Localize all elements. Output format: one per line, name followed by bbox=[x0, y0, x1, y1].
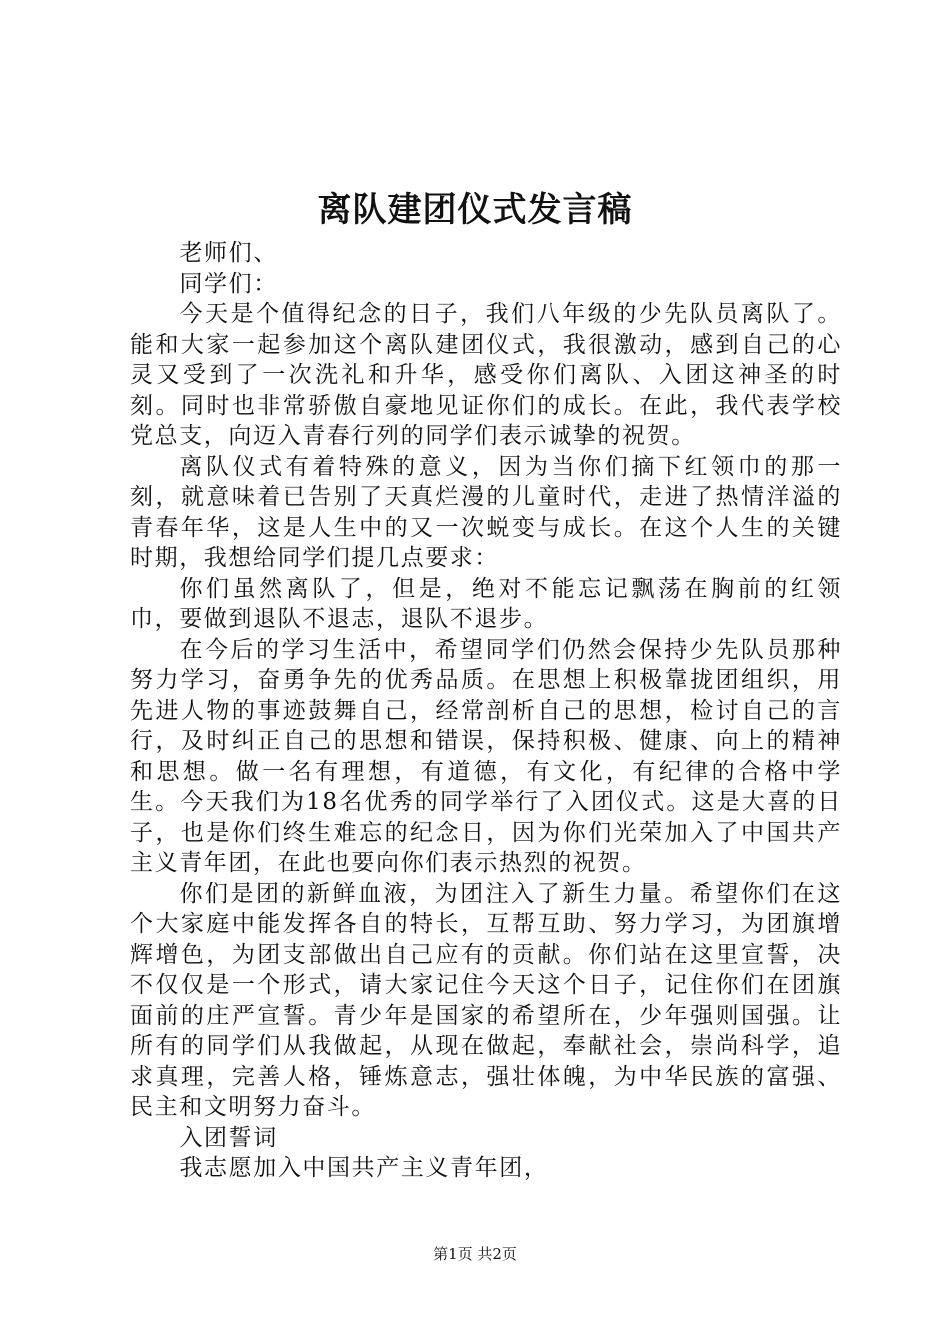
page-footer: 第1页 共2页 bbox=[433, 1245, 517, 1263]
paragraph: 你们是团的新鲜血液，为团注入了新生力量。希望你们在这个大家庭中能发挥各自的特长，互帮互助、努力学习，为团旗增辉增色，为团支部做出自己应有的贡献。你们站在这里宣誓，决不仅仅是一个形式，请大家记住今天这个日子，记住你们在团旗面前的庄严宣誓。青少年是国家的希望所在，少年强则国强。让所有的同学们从我做起，从现在做起，奉献社会，崇尚科学，追求真理，完善人格，锤炼意志，强壮体魄，为中华民族的富强、民主和文明努力奋斗。 bbox=[130, 880, 842, 1120]
oath-text: 我志愿加入中国共产主义青年团， bbox=[179, 1155, 549, 1181]
document-title: 离队建团仪式发言稿 bbox=[317, 190, 633, 230]
paragraph: 在今后的学习生活中，希望同学们仍然会保持少先队员那种努力学习，奋勇争先的优秀品质。在思想上积极靠拢团组织，用先进人物的事迹鼓舞自己，经常剖析自己的思想，检讨自己的言行，及时纠正自己的思想和错误，保持积极、健康、向上的精神和思想。做一名有理想，有道德，有文化，有纪律的合格中学生。今天我们为18名优秀的同学举行了入团仪式。这是大喜的日子，也是你们终生难忘的纪念日，因为你们光荣加入了中国共产主义青年团，在此也要向你们表示热烈的祝贺。 bbox=[130, 636, 842, 876]
salutation-teachers: 老师们、 bbox=[179, 240, 278, 266]
document-body bbox=[130, 238, 842, 1184]
paragraph: 今天是个值得纪念的日子，我们八年级的少先队员离队了。能和大家一起参加这个离队建团仪式，我很激动，感到自己的心灵又受到了一次洗礼和升华，感受你们离队、入团这神圣的时刻。同时也非常骄傲自豪地见证你们的成长。在此，我代表学校党总支，向迈入青春行列的同学们表示诚挚的祝贺。 bbox=[130, 301, 842, 449]
oath-heading: 入团誓词 bbox=[179, 1124, 278, 1151]
paragraph: 离队仪式有着特殊的意义，因为当你们摘下红领巾的那一刻，就意味着已告别了天真烂漫的儿童时代，走进了热情洋溢的青春年华，这是人生中的又一次蜕变与成长。在这个人生的关键时期，我想给同学们提几点要求： bbox=[130, 453, 842, 571]
paragraph: 你们虽然离队了，但是，绝对不能忘记飘荡在胸前的红领巾，要做到退队不退志，退队不退步。 bbox=[130, 575, 842, 632]
salutation-students: 同学们： bbox=[179, 270, 278, 297]
